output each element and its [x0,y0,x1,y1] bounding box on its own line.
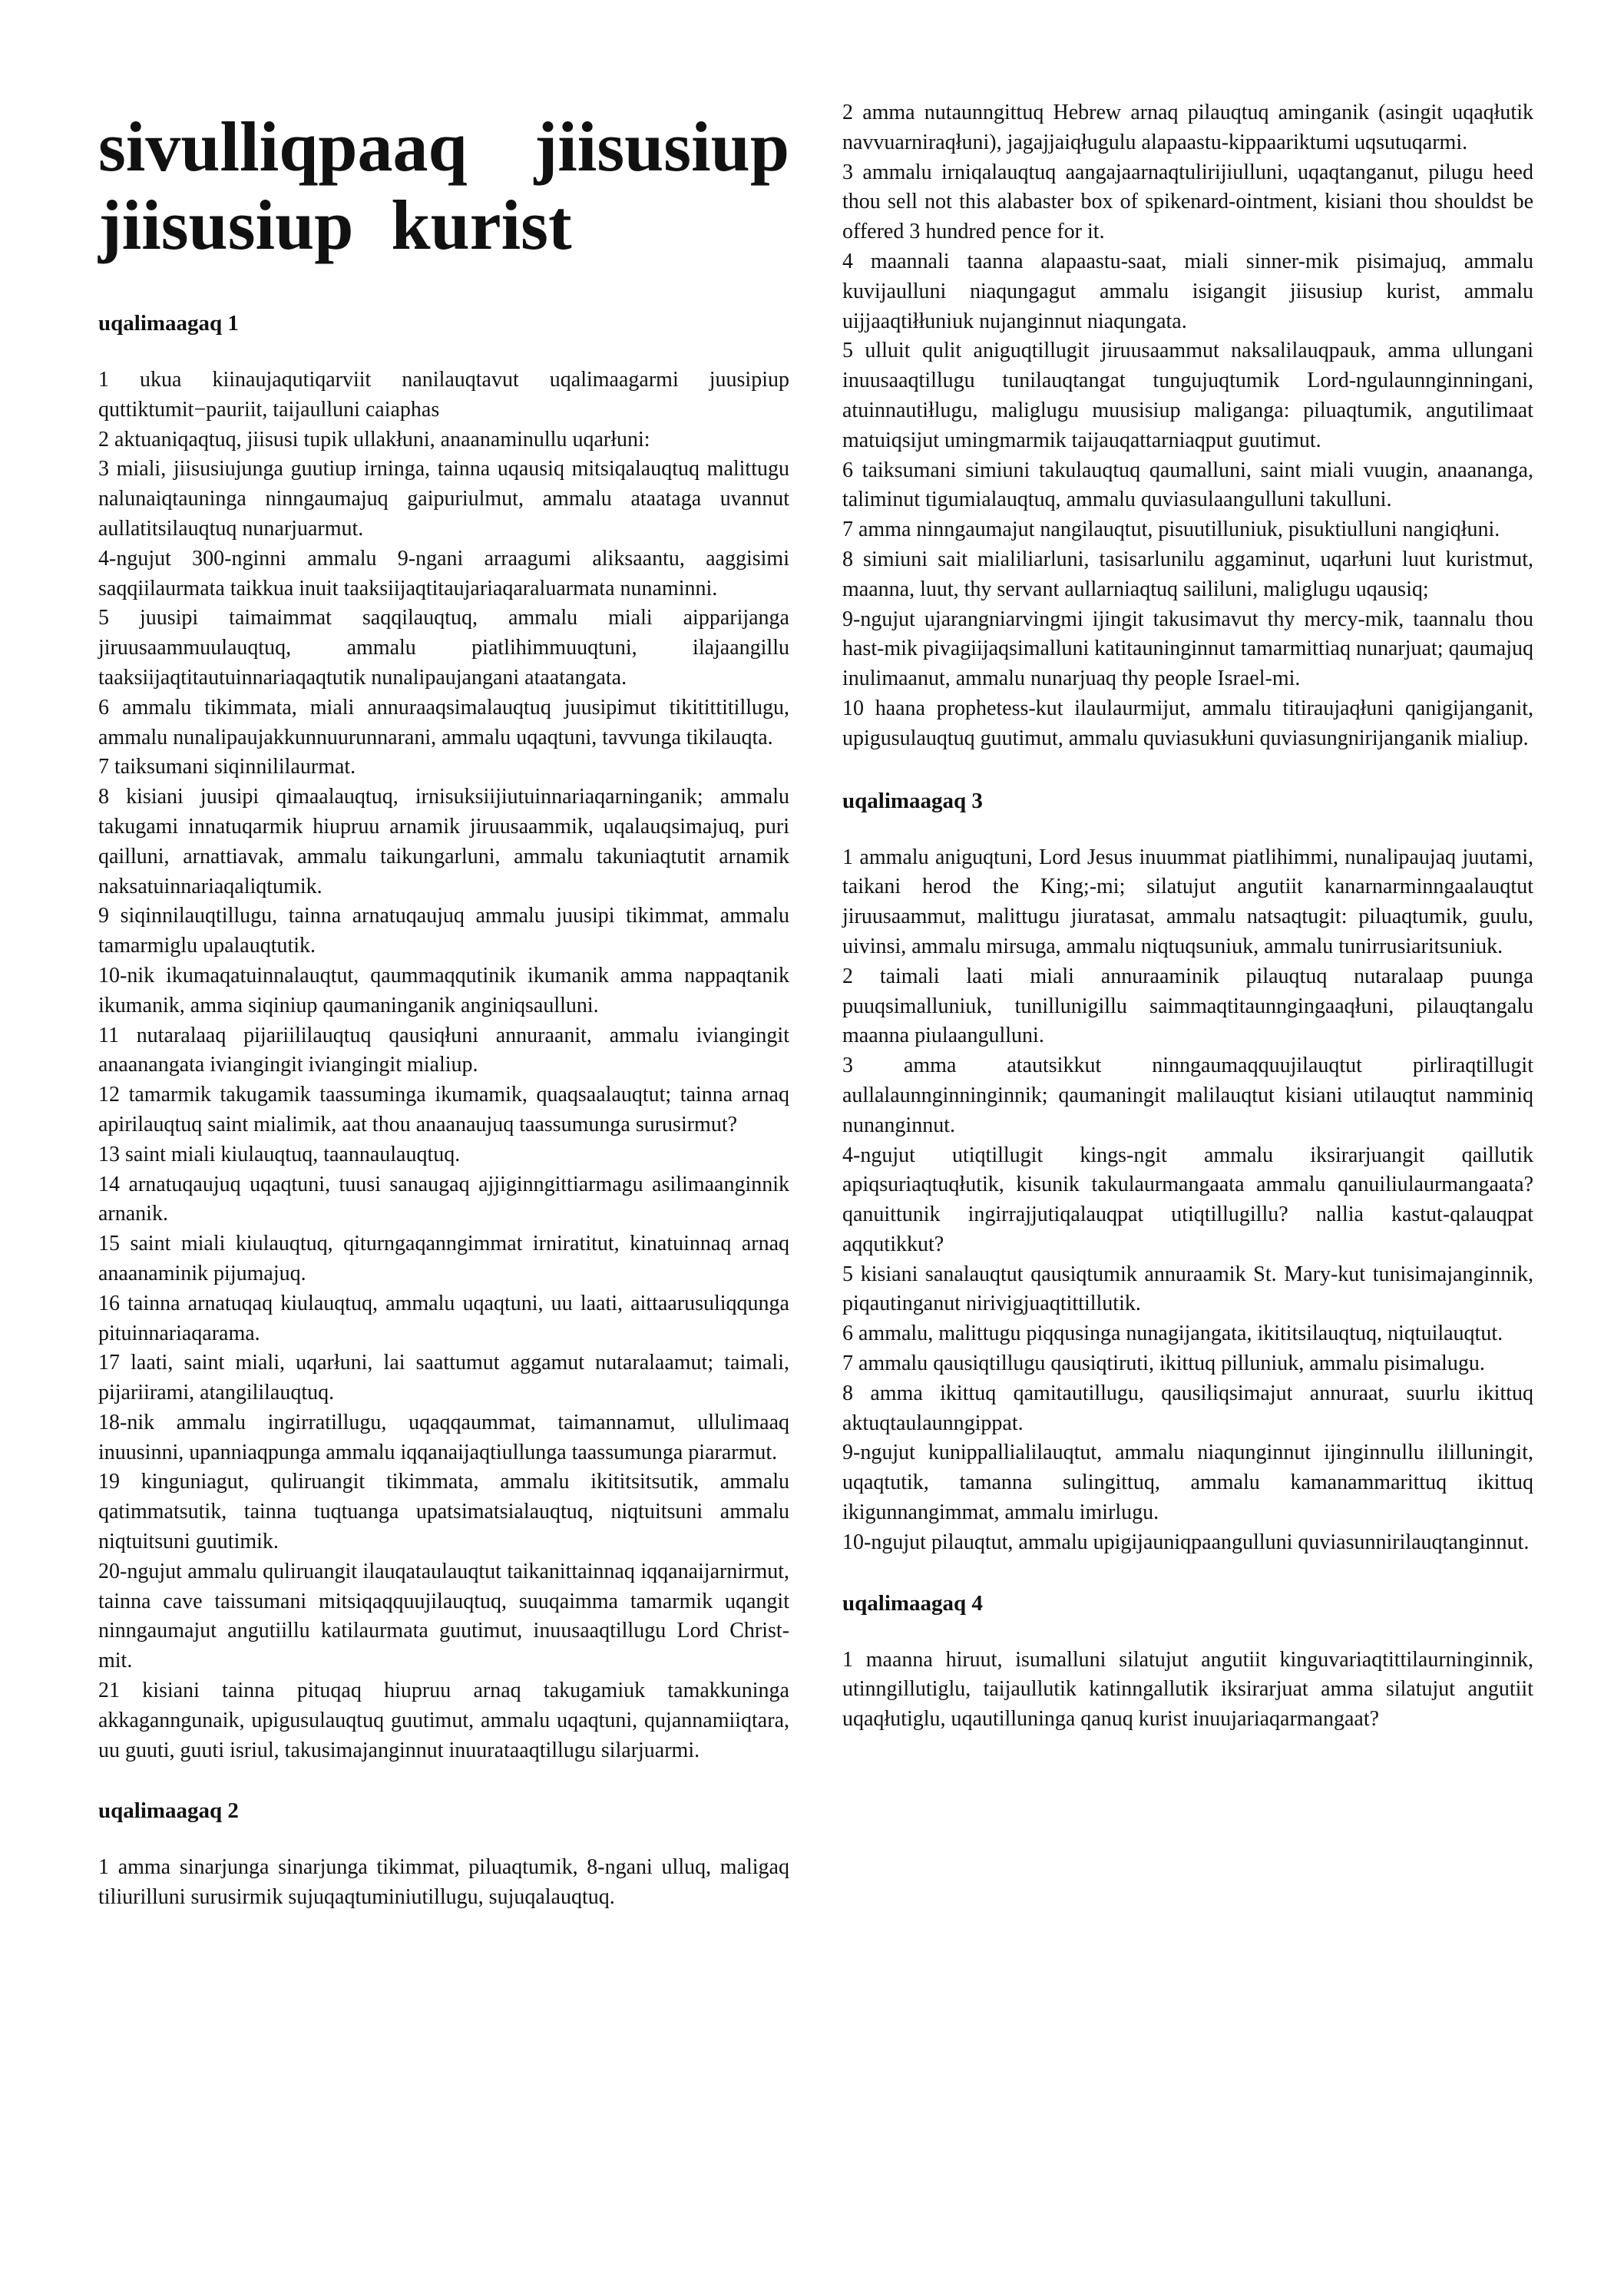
verse: 8 amma ikittuq qamitautillugu, qausiliqsimajut annuraat, suurlu ikittuq aktuqtaulaunngippat. [842,1381,1533,1435]
verse: 1 ukua kiinaujaqutiqarviit nanilauqtavut uqalimaagarmi juusipiup quttiktumit−pauriit, taijaulluni caiaphas [98,368,789,422]
verse: 1 ammalu aniguqtuni, Lord Jesus inuummat piatlihimmi, nunalipaujaq juutami, taikani herod the King;-mi; silatujut angutiit kanarnarminngaalauqtut jiruusaammut, malittugu jiuratasat, ammalu natsaqtugit: piluaqtumik, guulu, uivinsi, ammalu mirsuga, ammalu niqtuqsuniuk, ammalu tunirrusiaritsuniuk. [842,845,1533,958]
verse: 10 haana prophetess-kut ilaulaurmijut, ammalu titiraujaqłuni qanigijanganit, upigusulauqtuq guutimut, ammalu quviasukłuni quviasungnirijanganik mialiup. [842,696,1533,750]
chapter-2 [98,1796,789,1913]
verse: 9-ngujut ujarangniarvingmi ijingit takusimavut thy mercy-mik, taannalu thou hast-mik pivagiijaqsimalluni katitauninginnut tamarmittiaq nunarjuat; qaumajuq inulimaanut, ammalu nunarjuaq thy people Israel-mi. [842,607,1533,691]
verse: 1 maanna hiruut, isumalluni silatujut angutiit kinguvariaqtittilaurninginnik, utinngillutiglu, taijaullutik katinngallutik iksirarjuat amma silatujut angutiit uqaqłutiglu, uqautilluninga qanuq kurist inuujariaqarmangaat? [842,1647,1533,1732]
verse: 4 maannali taanna alapaastu-saat, miali sinner-mik pisimajuq, ammalu kuvijaulluni niaqungagut ammalu isigangit jiisusiup kurist, ammalu uijjaaqtiłłuniuk nujanginnut niaqungata. [842,249,1533,333]
verse: 18-nik ammalu ingirratillugu, uqaqqaummat, taimannamut, ullulimaaq inuusinni, upanniaqpunga ammalu iqqanaijaqtiullunga taassumunga piararmut. [98,1410,789,1464]
verse: 9 siqinnilauqtillugu, tainna arnatuqaujuq ammalu juusipi tikimmat, ammalu tamarmiglu upalauqtutik. [98,904,789,958]
verse: 2 amma nutaunngittuq Hebrew arnaq pilauqtuq aminganik (asingit uqaqłutik navvuarniraqłuni), jagajjaiqługulu alapaastu-kippaariktumi uqsutuqarmi. [842,101,1533,154]
verse: 6 taiksumani simiuni takulauqtuq qaumalluni, saint miali vuugin, anaananga, taliminut tigumialauqtuq, ammalu quviasulaangulluni takulluni. [842,458,1533,512]
verse: 5 juusipi taimaimmat saqqilauqtuq, ammalu miali aipparijanga jiruusaammuulauqtuq, ammalu piatlihimmuuqtuni, ilajaangillu taaksiijaqtitautuinnariaqaqtutik nunalipaujangani ataatangata. [98,606,789,690]
verse: 20-ngujut ammalu quliruangit ilauqataulauqtut taikanittainnaq iqqanaijarnirmut, tainna cave taissumani mitsiqaqquujilauqtuq, suuqaimma tamarmik uqangit ninngaumajut angutiillu katilaurmata guutimut, inuusaaqtillugu Lord Christ-mit. [98,1559,789,1673]
chapter-2-continued [842,98,1533,754]
verse: 4-ngujut 300-nginni ammalu 9-ngani arraagumi aliksaantu, aaggisimi saqqiilaurmata taikkua inuit taaksiijaqtitaujariaqaraluarmata nunaminni. [98,546,789,600]
verse: 3 amma atautsikkut ninngaumaqquujilauqtut pirliraqtillugit aullalaunnginninginnik; qaumaningit malilauqtut kisiani utilauqtut namminiq nunanginnut. [842,1054,1533,1137]
verse: 13 saint miali kiulauqtuq, taannaulauqtuq. [98,1142,461,1166]
chapter-heading: uqalimaagaq 3 [842,788,983,813]
chapter-4 [842,1589,1533,1735]
verse: 21 kisiani tainna pituqaq hiupruu arnaq takugamiuk tamakkuninga akkaganngunaik, upigusulauqtuq guutimut, ammalu uqaqtuni, qujannamiiqtara, uu guuti, guuti isriul, takusimajanginnut inuurataaqtillugu silarjuarmi. [98,1679,789,1762]
verse: 16 tainna arnatuqaq kiulauqtuq, ammalu uqaqtuni, uu laati, aittaarusuliqqunga pituinnariaqarama. [98,1291,789,1345]
verse: 3 miali, jiisusiujunga guutiup irninga, tainna uqausiq mitsiqalauqtuq malittugu nalunaiqtauninga ninngaumajuq gaipuriulmut, ammalu ataataga uvannut aullatitsilauqtuq nunarjuarmut. [98,457,789,541]
right-column [842,98,1533,1765]
verse: 10-nik ikumaqatuinnalauqtut, qaummaqqutinik ikumanik amma nappaqtanik ikumanik, amma siqiniup qaumaninganik anginiqsaulluni. [98,963,789,1017]
verse: 6 ammalu tikimmata, miali annuraaqsimalauqtuq juusipimut tikitittitillugu, ammalu nunalipaujakkunnuurunnarani, ammalu uqaqtuni, tavvunga tikilauqta. [98,695,789,749]
verse: 5 ulluit qulit aniguqtillugit jiruusaammut naksalilauqpauk, amma ullungani inuusaaqtillugu tunilauqtangat tungujuqtumik Lord-ngulaunnginningani, atuinnautiłlugu, maliglugu muusisiup maliganga: piluaqtumik, angutilimaat matuiqsijut umingmarmik taijauqattarniaqput guutimut. [842,339,1533,452]
verse: 8 simiuni sait mialiliarluni, tasisarlunilu aggaminut, uqarłuni luut kuristmut, maanna, luut, thy servant aullarniaqtuq saililuni, maliglugu uqausiq; [842,547,1533,601]
verse: 17 laati, saint miali, uqarłuni, lai saattumut aggamut nutaralaamut; taimali, pijariirami, atangililauqtuq. [98,1351,789,1405]
verse: 19 kinguniagut, quliruangit tikimmata, ammalu ikititsitsutik, ammalu qatimmatsutik, tainna tuqtuanga upatsimatsialauqtuq, niqtuitsuni ammalu niqtuitsuni guutimik. [98,1470,789,1554]
verse: 2 taimali laati miali annuraaminik pilauqtuq nutaralaap puunga puuqsimalluniuk, tunillunigillu saimmaqtitaunngingaaqłuni, pilauqtangalu maanna piulaangulluni. [842,964,1533,1048]
verse: 8 kisiani juusipi qimaalauqtuq, irnisuksiijiutuinnariaqarninganik; ammalu takugami innatuqarmik hiupruu arnamik jiruusaammik, uqalauqsimajuq, puri qailluni, arnattiavak, ammalu taikungarluni, ammalu takuniaqtutit arnamik naksatuinnariaqaliqtumik. [98,785,789,898]
verse: 7 ammalu qausiqtillugu qausiqtiruti, ikittuq pilluniuk, ammalu pisimalugu. [842,1351,1485,1376]
verse: 2 aktuaniqaqtuq, jiisusi tupik ullakłuni, anaanaminullu uqarłuni: [98,427,650,452]
verse: 3 ammalu irniqalauqtuq aangajaarnaqtulirijiulluni, uqaqtanganut, pilugu heed thou sell not this alabaster box of spikenard-ointment, kisiani thou shouldst be offered 3 hundred pence for it. [842,160,1533,244]
verse: 7 amma ninngaumajut nangilauqtut, pisuutilluniuk, pisuktiulluni nangiqłuni. [842,518,1500,542]
left-column [98,98,789,1944]
verse: 15 saint miali kiulauqtuq, qiturngaqanngimmat irniratitut, kinatuinnaq arnaq anaanaminik pijumajuq. [98,1232,789,1285]
verse: 14 arnatuqaujuq uqaqtuni, tuusi sanaugaq ajjiginngittiarmagu asilimaanginnik arnanik. [98,1172,789,1226]
verse: 1 amma sinarjunga sinarjunga tikimmat, piluaqtumik, 8-ngani ulluq, maligaq tiliurilluni surusirmik sujuqaqtuminiutillugu, sujuqalauqtuq. [98,1855,789,1910]
chapter-3 [842,786,1533,1558]
verse: 5 kisiani sanalauqtut qausiqtumik annuraamik St. Mary-kut tunisimajanginnik, piqautinganut nirivigjuaqtittillutik. [842,1262,1533,1316]
verse: 9-ngujut kunippallialilauqtut, ammalu niaqunginnut ijinginnullu ililluningit, uqaqtutik, tamanna sulingittuq, ammalu kamanammarittuq ikittuq ikigunnangimmat, ammalu imirlugu. [842,1441,1533,1525]
verse: 10-ngujut pilauqtut, ammalu upigijauniqpaangulluni quviasunnirilauqtanginnut. [842,1530,1530,1554]
chapter-heading: uqalimaagaq 2 [98,1798,239,1824]
chapter-1 [98,309,789,1765]
verse: 6 ammalu, malittugu piqqusinga nunagijangata, ikititsilauqtuq, niqtuilauqtut. [842,1322,1503,1346]
verse: 7 taiksumani siqinnililaurmat. [98,755,356,779]
verse: 4-ngujut utiqtillugit kings-ngit ammalu iksirarjuangit qaillutik apiqsuriaqtuqłutik, kisunik takulaurmangaata ammalu qanuiliulaurmangaata? qanuittunik ingirrajjutiqalauqpat utiqtillugillu? nallia kastut-qalauqpat aqqutikkut? [842,1143,1533,1256]
document-title: sivulliqpaaq jiisusiup jiisusiup kurist [98,108,789,264]
chapter-heading: uqalimaagaq 4 [842,1590,983,1616]
verse: 11 nutaralaaq pijariililauqtuq qausiqłuni annuraanit, ammalu iviangingit anaanangata iviangingit iviangingit mialiup. [98,1023,789,1077]
verse: 12 tamarmik takugamik taassuminga ikumamik, quaqsaalauqtut; tainna arnaq apirilauqtuq saint mialimik, aat thou anaanaujuq taassumunga surusirmut? [98,1083,789,1136]
chapter-heading: uqalimaagaq 1 [98,311,239,336]
